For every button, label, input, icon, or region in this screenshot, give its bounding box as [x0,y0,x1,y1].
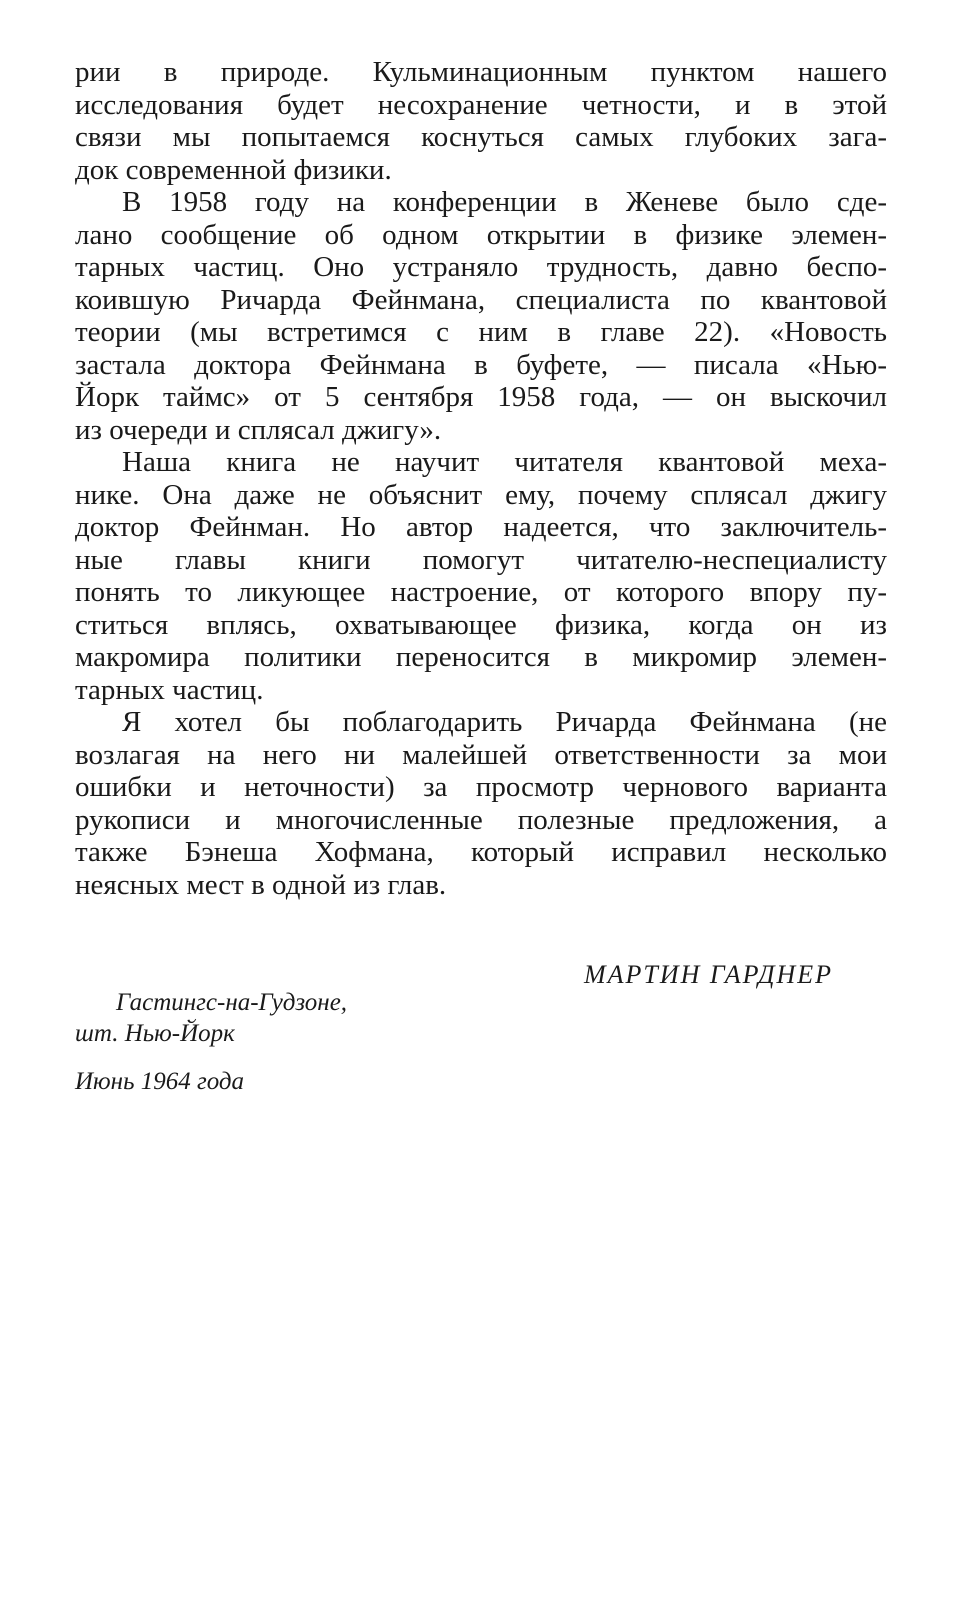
text-line: исследования будет несохранение четности, и в этой [75,88,887,121]
text-line: макромира политики переносится в микромир элемен- [75,641,887,673]
paragraph-3 [75,446,887,706]
text-line: ститься вплясь, охватывающее физика, когда он из [75,608,887,641]
text-line: Наша книга не научит читателя квантовой меха- [122,446,887,478]
text-line: возлагая на него ни малейшей ответственности за мои [75,738,887,771]
paragraph-2 [75,186,887,446]
text-line: лано сообщение об одном открытии в физике элемен- [75,218,887,251]
text-line: рукописи и многочисленные полезные предложения, а [75,803,887,836]
text-line: понять то ликующее настроение, от которого впору пу- [75,576,887,608]
text-line: теории (мы встретимся с ним в главе 22). «Новость [75,316,887,348]
text-line: также Бэнеша Хофмана, который исправил несколько [75,836,887,868]
text-line: Йорк таймс» от 5 сентября 1958 года, — он выскочил [75,381,887,413]
text-line: коившую Ричарда Фейнмана, специалиста по квантовой [75,283,887,316]
text-line: ные главы книги помогут читателю-неспециалисту [75,543,887,576]
place-of-writing [75,987,347,1049]
paragraph-4 [75,706,887,901]
date-line: Июнь 1964 года [75,1068,245,1095]
place-city: Гастингс-на-Гудзоне, [116,989,348,1016]
text-line: неясных мест в одной из глав. [75,868,447,901]
text-line: В 1958 году на конференции в Женеве было сде- [122,186,887,218]
place-state: шт. Нью-Йорк [75,1020,235,1047]
paragraph-1 [75,56,887,186]
author-signature: МАРТИН ГАРДНЕР [584,960,834,989]
text-line: связи мы попытаемся коснуться самых глубоких зага- [75,121,887,153]
text-line: рии в природе. Кульминационным пунктом нашего [75,56,887,88]
text-line: Я хотел бы поблагодарить Ричарда Фейнмана (не [122,706,887,738]
text-line: док современной физики. [75,153,392,186]
text-line: ошибки и неточности) за просмотр чернового варианта [75,771,887,803]
text-line: тарных частиц. Оно устраняло трудность, давно беспо- [75,251,887,283]
text-line: из очереди и сплясал джигу». [75,413,442,446]
text-line: доктор Фейнман. Но автор надеется, что заключитель- [75,511,887,543]
text-line: нике. Она даже не объяснит ему, почему сплясал джигу [75,478,887,511]
text-line: тарных частиц. [75,673,264,706]
text-line: застала доктора Фейнмана в буфете, — писала «Нью- [75,348,887,381]
body-text [75,56,887,901]
